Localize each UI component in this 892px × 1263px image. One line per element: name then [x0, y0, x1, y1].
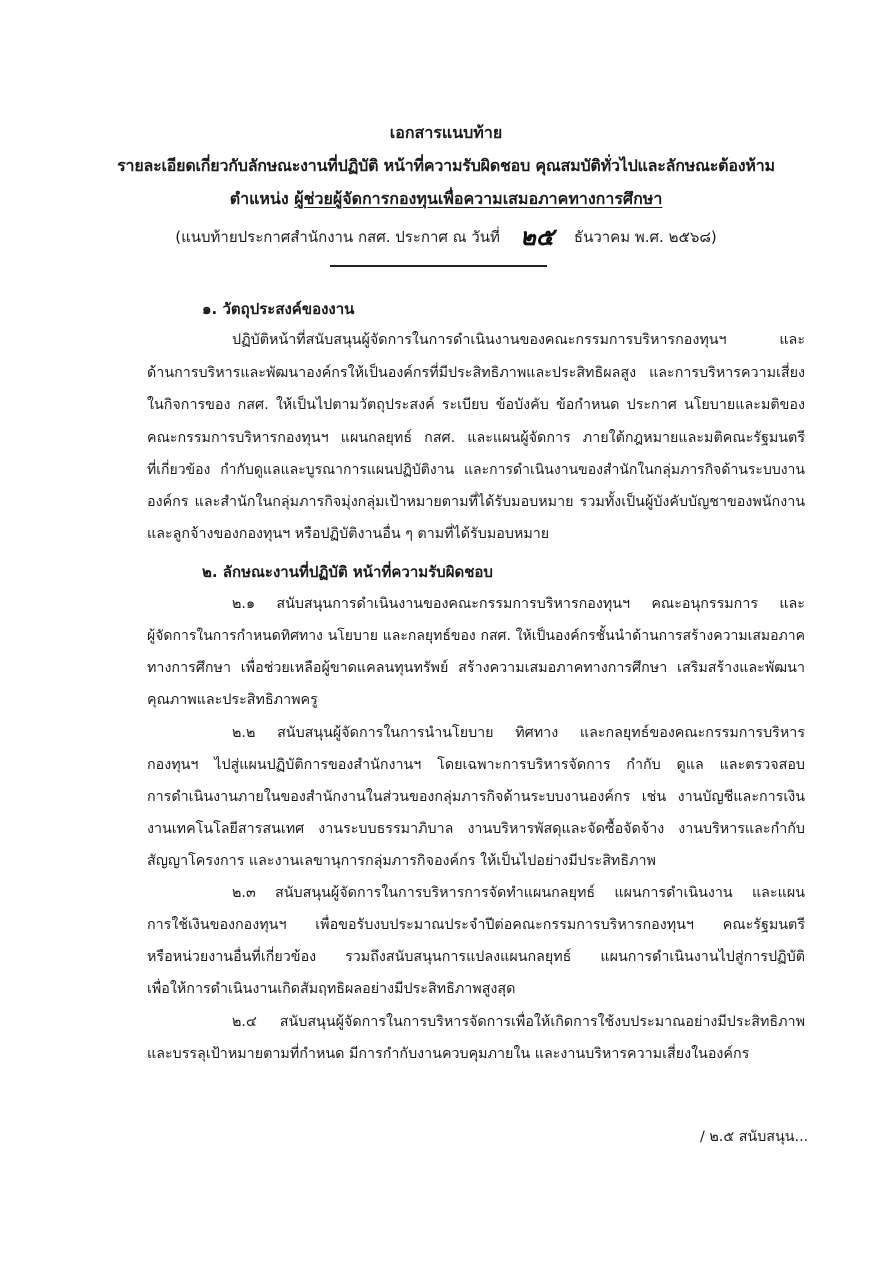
announcement-line: [60, 217, 832, 256]
item-2-1-line: ทางการศึกษา เพื่อช่วยเหลือผู้ขาดแคลนทุนทรัพย์ สร้างความเสมอภาคทางการศึกษา เสริมสร้างและพัฒนา: [147, 660, 805, 676]
item-2-2-line: ๒.๒ สนับสนุนผู้จัดการในการนำนโยบาย ทิศทาง และกลยุทธ์ของคณะกรรมการบริหาร: [232, 725, 805, 741]
section2-heading: ๒. ลักษณะงานที่ปฏิบัติ หน้าที่ความรับผิดชอบ: [202, 563, 493, 581]
position-prefix: ตำแหน่ง: [229, 189, 289, 208]
section1-line: องค์กร และสำนักในกลุ่มภารกิจมุ่งกลุ่มเป้าหมายตามที่ได้รับมอบหมาย รวมทั้งเป็นผู้บังคับบัญชาของพนักงาน: [147, 494, 805, 510]
item-2-3-line: ๒.๓ สนับสนุนผู้จัดการในการบริหารการจัดทำแผนกลยุทธ์ แผนการดำเนินงาน และแผน: [232, 885, 805, 901]
item-2-2-line: กองทุนฯ ไปสู่แผนปฏิบัติการของสำนักงานฯ โดยเฉพาะการบริหารจัดการ กำกับ ดูแล และตรวจสอบ: [147, 757, 805, 773]
header-divider: [330, 265, 547, 267]
item-2-2-line: การดำเนินงานภายในของสำนักงานในส่วนของกลุ่มภารกิจด้านระบบงานองค์กร เช่น งานบัญชีและการเงิน: [147, 789, 805, 805]
item-2-3-line: เพื่อให้การดำเนินงานเกิดสัมฤทธิผลอย่างมีประสิทธิภาพสูงสุด: [147, 981, 516, 997]
announcement-suffix: ธันวาคม พ.ศ. ๒๕๖๘): [573, 228, 717, 246]
item-2-2-line: สัญญาโครงการ และงานเลขานุการกลุ่มภารกิจองค์กร ให้เป็นไปอย่างมีประสิทธิภาพ: [147, 853, 656, 869]
position-line: [60, 187, 832, 212]
item-2-1-line: ผู้จัดการในการกำหนดทิศทาง นโยบาย และกลยุทธ์ของ กสศ. ให้เป็นองค์กรชั้นนำด้านการสร้างความเสมอภาค: [147, 628, 805, 644]
item-2-2-line: งานเทคโนโลยีสารสนเทศ งานระบบธรรมาภิบาล งานบริหารพัสดุและจัดซื้อจัดจ้าง งานบริหารและกำกับ: [147, 821, 805, 837]
section1-line: ที่เกี่ยวข้อง กำกับดูแลและบูรณาการแผนปฏิบัติงาน และการดำเนินงานของสำนักในกลุ่มภารกิจด้านระบบงาน: [147, 462, 805, 478]
item-2-3-line: การใช้เงินของกองทุนฯ เพื่อขอรับงบประมาณประจำปีต่อคณะกรรมการบริหารกองทุนฯ คณะรัฐมนตรี: [147, 917, 805, 933]
item-2-3-line: หรือหน่วยงานอื่นที่เกี่ยวข้อง รวมถึงสนับสนุนการแปลงแผนกลยุทธ์ แผนการดำเนินงานไปสู่การปฏิบัติ: [147, 949, 805, 965]
handwritten-day: ๒๕: [519, 222, 554, 251]
item-2-1-line: ๒.๑ สนับสนุนการดำเนินงานของคณะกรรมการบริหารกองทุนฯ คณะอนุกรรมการ และ: [232, 596, 805, 612]
section1-line: ปฏิบัติหน้าที่สนับสนุนผู้จัดการในการดำเนินงานของคณะกรรมการบริหารกองทุนฯ และ: [232, 332, 805, 348]
item-2-1-line: คุณภาพและประสิทธิภาพครู: [147, 692, 318, 708]
section1-line: ในกิจการของ กสศ. ให้เป็นไปตามวัตถุประสงค์ ระเบียบ ข้อบังคับ ข้อกำหนด ประกาศ นโยบายและมติของ: [147, 397, 805, 413]
section1-line: ด้านการบริหารและพัฒนาองค์กรให้เป็นองค์กรที่มีประสิทธิภาพและประสิทธิผลสูง และการบริหารความเสี่ยง: [147, 365, 805, 381]
item-2-4-line: และบรรลุเป้าหมายตามที่กำหนด มีการกำกับงานควบคุมภายใน และงานบริหารความเสี่ยงในองค์กร: [147, 1046, 750, 1062]
page-continuation: / ๒.๕ สนับสนุน...: [700, 1129, 809, 1145]
item-2-4-line: ๒.๔ สนับสนุนผู้จัดการในการบริหารจัดการเพื่อให้เกิดการใช้งบประมาณอย่างมีประสิทธิภาพ: [232, 1014, 805, 1030]
document-title: เอกสารแนบท้าย: [389, 123, 503, 142]
section1-line: และลูกจ้างของกองทุนฯ หรือปฏิบัติงานอื่น ๆ ตามที่ได้รับมอบหมาย: [147, 526, 550, 542]
announcement-prefix: (แนบท้ายประกาศสำนักงาน กสศ. ประกาศ ณ วันที่: [175, 228, 500, 246]
document-subtitle: รายละเอียดเกี่ยวกับลักษณะงานที่ปฏิบัติ หน้าที่ความรับผิดชอบ คุณสมบัติทั่วไปและลักษณะต้องห้าม: [117, 156, 775, 175]
position-name: ผู้ช่วยผู้จัดการกองทุนเพื่อความเสมอภาคทางการศึกษา: [294, 189, 663, 208]
section1-heading: ๑. วัตถุประสงค์ของงาน: [202, 300, 355, 318]
section1-line: คณะกรรมการบริหารกองทุนฯ แผนกลยุทธ์ กสศ. และแผนผู้จัดการ ภายใต้กฎหมายและมติคณะรัฐมนตรี: [147, 430, 805, 446]
